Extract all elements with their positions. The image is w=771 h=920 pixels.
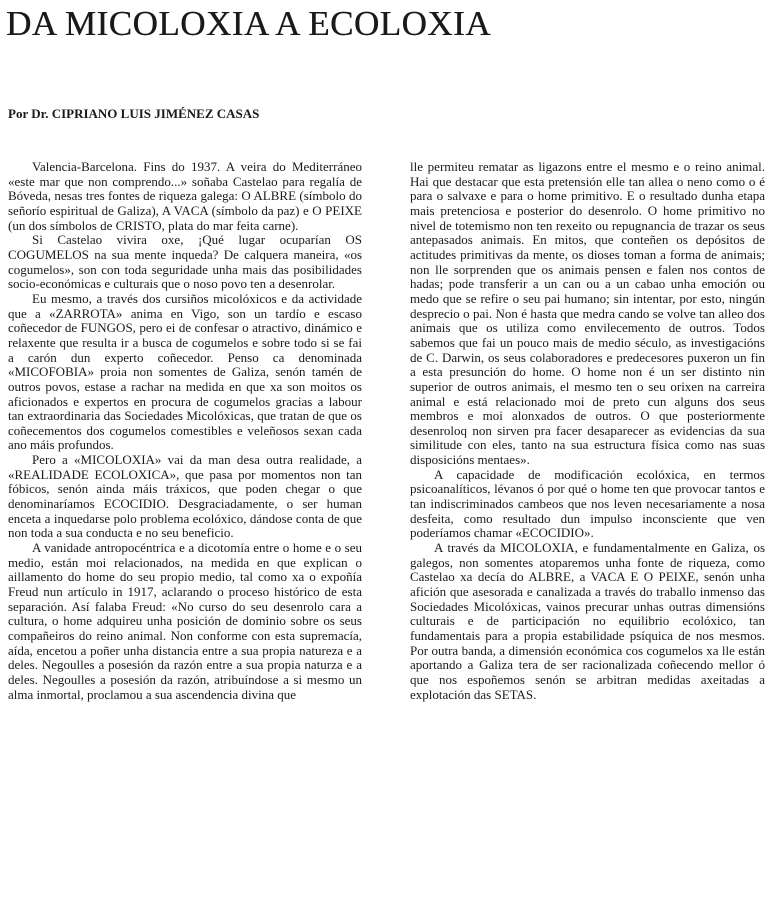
paragraph: Pero a «MICOLOXIA» vai da man desa outra realidade, a «REALIDADE ECOLOXICA», que pasa por momentos non tan fóbicos, senón ainda máis tráxicos, que poden chegar o que denominaríamos ECOCIDIO. Desgraciadamente, o ser human enceta a inquedarse polo problema ecolóxico, dándose conta de que non toda a sua conducta e no seu beneficio.	[8, 452, 362, 541]
author-byline: Por Dr. CIPRIANO LUIS JIMÉNEZ CASAS	[8, 106, 260, 121]
paragraph: Eu mesmo, a través dos cursiños micolóxicos e da actividade que a «ZARROTA» anima en Vigo, son un tardío e escaso coñecedor de FUNGOS, pero ei de confesar o atractivo, dinámico e relaxente que resulta ir a busca de cogumelos e sobre todo si se fai a carón dun experto coñecedor. Penso ca denominada «MICOFOBIA» proia non somentes de Galiza, senón tamén de outros povos, estase a rachar na medida en que xa son moitos os aficionados e expertos en procura de cogumelos gracias a labour tan extraordinaria das Sociedades Micolóxicas, que tratan de que os coñecementos dos cogumelos comestibles e veleñosos sexan cada ano máis profundos.	[8, 290, 362, 453]
paragraph: lle permiteu rematar as ligazons entre el mesmo e o reino animal. Hai que destacar que esta pretensión elle tan allea o neno como o é para o salvaxe e para o home primitivo. E o resultado dunha etapa mais pretenciosa e posterior do desenrolo. O home primitivo no nivel de totemismo non ten rexeito ou repugnancia de trazar os seus antepasados animais. En mitos, que conteñen os depósitos de actitudes primitivas da mente, os dioses toman a forma de animais; non lle sorprenden que os animais pensen e falen nos contos de hadas; pode transferir a un can ou a un cabao unha emoción ou medo que se refire o seu pai humano; sin intentar, por esto, ningún desprecio o pai. Non é hasta que medra cando se volve tan alleo dos animais que os utiliza como envilecemento de outros. Todos sabemos que fai un pouco mais de medio século, as investigacións de C. Darwin, os seus colaboradores e predecesores puxeron un fin a esta presunción do home. O home non é un ser distinto nin superior de outros animais, el mesmo ten o seu orixen na carreira animal e está relacionado moi de preto cun alguns dos seus membros e moi alonxados de outros. O que posteriormente desenroloq non sirven pra facer desaparecer as evidencias da sua similitude con eles, tanto na sua estructura física como nas suas disposicións mentaes».	[410, 159, 765, 468]
paragraph: Si Castelao vivira oxe, ¡Qué lugar ocuparían OS COGUMELOS na sua mente inqueda? De calquera maneira, «os cogumelos», son con toda seguridade unha mais das posibilidades socio-económicas e culturais que o noso povo ten a desenrolar.	[8, 232, 362, 292]
paragraph: A través da MICOLOXIA, e fundamentalmente en Galiza, os galegos, non somentes atoparemos unha fonte de riqueza, como Castelao xa decía do ALBRE, a VACA E O PEIXE, senón unha afición que asesorada e canalizada a través do traballo inmenso das Sociedades Micolóxicas, vainos precurar unhas outras dimensións culturais e de participación no equilibrio ecolóxico, tan fundamentais para a propia estabilidade psíquica de nos mesmos. Por outra banda, a dimensión económica cos cogumelos xa lle están aportando a Galiza tera de ser racionalizada coñecendo mellor ó que nos espoñemos senón se arbitran medidas axeitadas a explotación das SETAS.	[410, 540, 765, 702]
left-column	[8, 160, 362, 702]
right-column	[410, 160, 765, 702]
article-title: DA MICOLOXIA A ECOLOXIA	[6, 4, 491, 43]
paragraph: A capacidade de modificación ecolóxica, en termos psicoanalíticos, lévanos ó por qué o home ten que provocar tantos e tan indiscriminados cambeos que nos leven necesariamente a nosa desfeita, como resultado dun impulso inconsciente que ven poderíamos chamar «ECOCIDIO».	[410, 466, 765, 541]
paragraph: A vanidade antropocéntrica e a dicotomía entre o home e o seu medio, están moi relacionados, na medida en que explican o aillamento do home do seu propio medio, tal como xa o expoñía Freud nun artículo in 1917, aclarando o proceso histórico de esta separación. Así falaba Freud: «No curso do seu desenrolo cara a cultura, o home adquireu unha posición de dominio sobre os seus compañeiros do reino animal. Non conforme con esta supremacía, aída, encetou a poñer unha distancia entre a sua propia natureza e a deles. Negoulles a posesión da razón entre a sua propia naturza e a deles. Negoulles a posesión da razón, atribuíndose a si mesmo un alma inmortal, proclamou a sua ascendencia divina que	[8, 540, 362, 702]
paragraph: Valencia-Barcelona. Fins do 1937. A veira do Mediterráneo «este mar que non comprendo...» soñaba Castelao para regalía de Bóveda, nesas tres fontes de riqueza galega: O ALBRE (símbolo do señorío espiritual de Galiza), A VACA (símbolo da paz) e O PEIXE (un dos símbolos de CRISTO, plata do mar feita carne).	[8, 159, 362, 233]
